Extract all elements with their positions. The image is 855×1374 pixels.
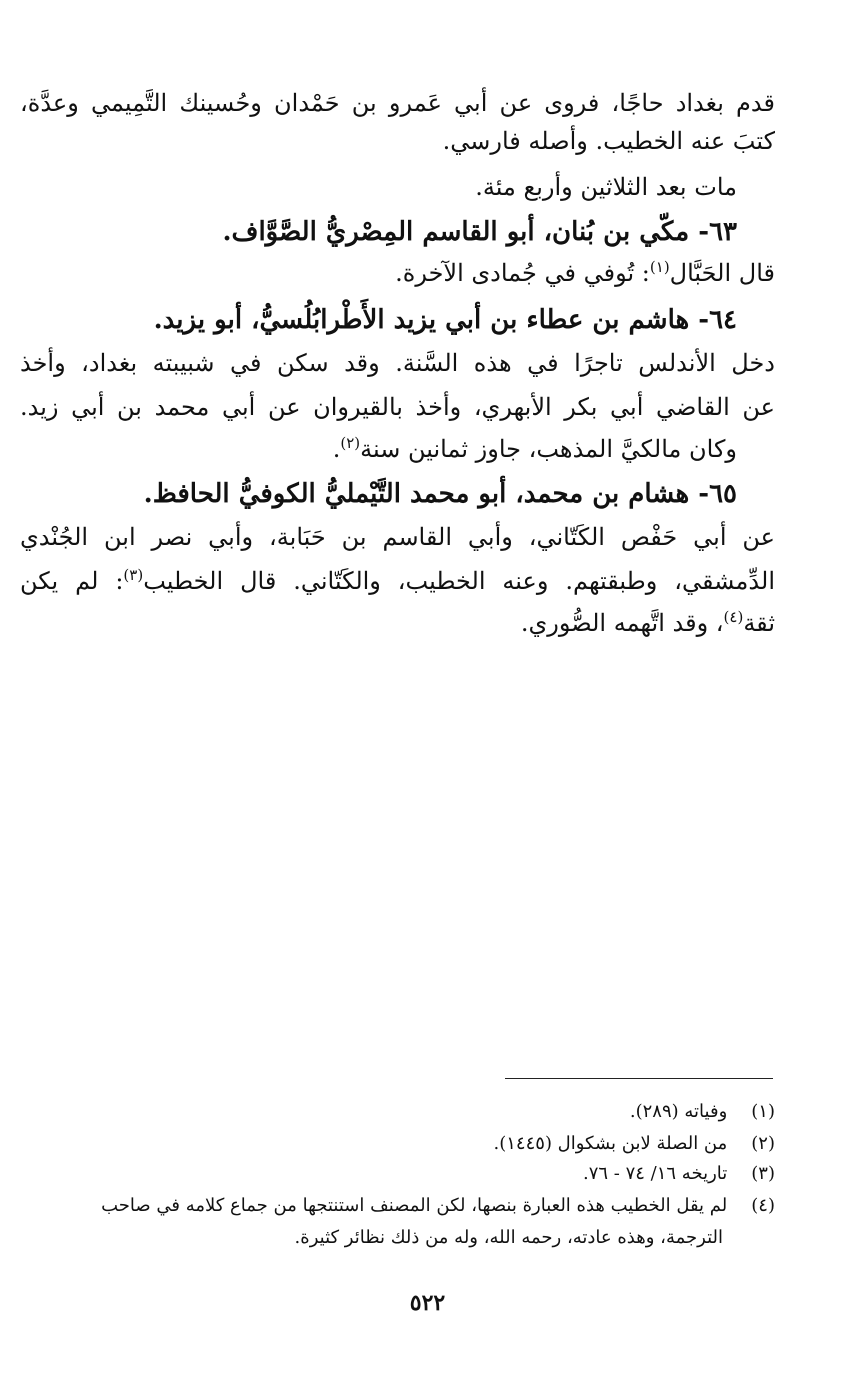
body-line-1: قدم بغداد حاجًا، فروى عن أبي عَمرو بن حَمْدان وحُسينك التَّمِيمي وعدَّة، bbox=[20, 89, 775, 117]
footnote-number: (١) bbox=[751, 1101, 775, 1122]
entry-64-heading: ٦٤- هاشم بن عطاء بن أبي يزيد الأَطْرابُلُسيُّ، أبو يزيد. bbox=[153, 305, 737, 335]
footnote-text: تاريخه ١٦/ ٧٤ - ٧٦. bbox=[582, 1163, 728, 1184]
entry-64-line-3-b: . bbox=[332, 435, 341, 463]
entry-63-text-b: : تُوفي في جُمادى الآخرة. bbox=[395, 259, 650, 287]
entry-64-line-2: عن القاضي أبي بكر الأبهري، وأخذ بالقيروان عن أبي محمد بن أبي زيد. bbox=[20, 393, 775, 421]
entry-65-line-3 bbox=[20, 606, 775, 640]
entry-64-line-3-a: وكان مالكيَّ المذهب، جاوز ثمانين سنة bbox=[360, 435, 737, 463]
body-line-2: كتبَ عنه الخطيب. وأصله فارسي. bbox=[442, 127, 775, 155]
entry-64-line-3 bbox=[20, 432, 737, 466]
entry-65-line-3-b: ، وقد اتَّهمه الصُّوري. bbox=[520, 609, 724, 637]
entry-65-line-3-a: ثقة bbox=[743, 609, 775, 637]
footnote-4-continuation: الترجمة، وهذه عادته، رحمه الله، وله من ذلك نظائر كثيرة. bbox=[294, 1227, 723, 1248]
footnote-3 bbox=[20, 1160, 775, 1188]
body-line-3: مات بعد الثلاثين وأربع مئة. bbox=[475, 173, 737, 201]
page-number: ٥٢٢ bbox=[409, 1290, 446, 1316]
footnote-ref-3: (٣) bbox=[123, 566, 144, 584]
footnote-text: من الصلة لابن بشكوال (١٤٤٥). bbox=[493, 1133, 728, 1154]
entry-65-line-1: عن أبي حَفْص الكَتّاني، وأبي القاسم بن حَبَابة، وأبي نصر ابن الجُنْدي bbox=[20, 523, 775, 551]
footnote-ref-2: (٢) bbox=[340, 434, 361, 452]
footnote-1 bbox=[20, 1098, 775, 1126]
footnote-number: (٤) bbox=[751, 1195, 775, 1216]
footnote-ref-4: (٤) bbox=[723, 608, 744, 626]
footnote-4 bbox=[20, 1192, 775, 1220]
footnote-text: لم يقل الخطيب هذه العبارة بنصها، لكن المصنف استنتجها من جماع كلامه في صاحب bbox=[101, 1195, 728, 1216]
entry-65-line-2-b: : لم يكن bbox=[20, 567, 124, 595]
entry-65-heading: ٦٥- هشام بن محمد، أبو محمد التَّيْمليُّ الكوفيُّ الحافظ. bbox=[143, 479, 737, 509]
entry-63-text-a: قال الحَبَّال bbox=[669, 259, 775, 287]
footnote-text: وفياته (٢٨٩). bbox=[629, 1101, 728, 1122]
footnote-ref-1: (١) bbox=[649, 258, 670, 276]
entry-65-line-2-a: الدِّمشقي، وطبقتهم. وعنه الخطيب، والكَتّاني. قال الخطيب bbox=[143, 567, 775, 595]
entry-65-line-2 bbox=[20, 564, 775, 598]
footnote-number: (٣) bbox=[751, 1163, 775, 1184]
entry-64-line-1: دخل الأندلس تاجرًا في هذه السَّنة. وقد سكن في شبيبته بغداد، وأخذ bbox=[20, 349, 775, 377]
entry-63-text bbox=[20, 256, 775, 290]
footnote-number: (٢) bbox=[751, 1133, 775, 1154]
entry-63-heading: ٦٣- مكّي بن بُنان، أبو القاسم المِصْريُّ الصَّوَّاف. bbox=[222, 217, 737, 247]
footnote-2 bbox=[20, 1130, 775, 1158]
footnote-separator bbox=[505, 1078, 773, 1079]
